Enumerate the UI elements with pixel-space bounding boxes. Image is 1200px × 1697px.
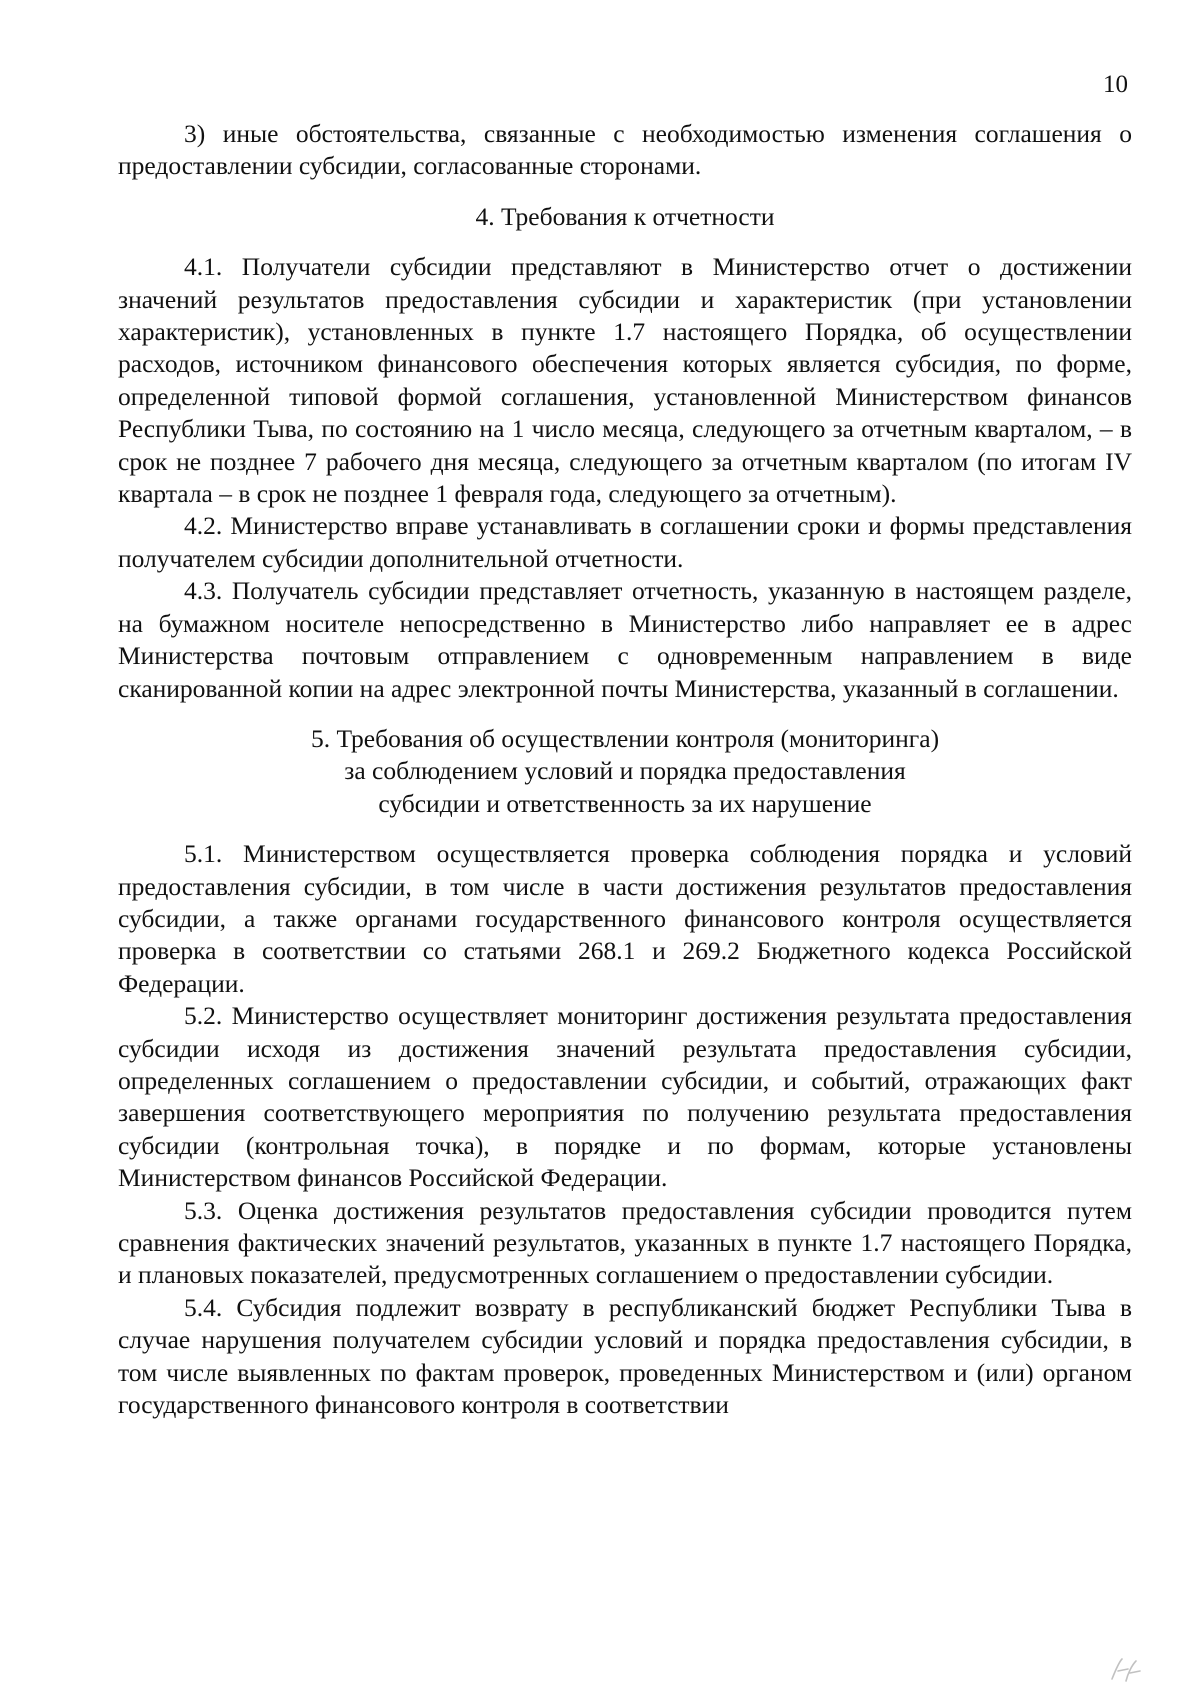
document-body <box>118 118 1132 1421</box>
paragraph-5-1: 5.1. Министерством осуществляется проверка соблюдения порядка и условий предоставления субсидии, в том числе в части достижения результатов предоставления субсидии, а также органами государственного финансового контроля осуществляется проверка в соответствии со статьями 268.1 и 269.2 Бюджетного кодекса Российской Федерации. <box>118 839 1132 998</box>
section-5-heading-line-1: 5. Требования об осуществлении контроля (мониторинга) <box>310 723 940 753</box>
section-4-heading: 4. Требования к отчетности <box>475 201 775 231</box>
paragraph-4-1: 4.1. Получатели субсидии представляют в Министерство отчет о достижении значений результатов предоставления субсидии и характеристик (при установлении характеристик), установленных в пункте 1.7 настоящего Порядка, об осуществлении расходов, источником финансового обеспечения которых является субсидия, по форме, определенной типовой формой соглашения, установленной Министерством финансов Республики Тыва, по состоянию на 1 число месяца, следующего за отчетным кварталом, – в срок не позднее 7 рабочего дня месяца, следующего за отчетным кварталом (по итогам IV квартала – в срок не позднее 1 февраля года, следующего за отчетным). <box>118 252 1132 509</box>
page-number: 10 <box>1103 71 1128 98</box>
section-5-heading-line-2: за соблюдением условий и порядка предоставления <box>344 756 906 786</box>
paragraph-5-4: 5.4. Субсидия подлежит возврату в республиканский бюджет Республики Тыва в случае нарушения получателем субсидии условий и порядка предоставления субсидии, в том числе выявленных по фактам проверок, проведенных Министерством и (или) органом государственного финансового контроля в соответствии <box>118 1292 1132 1420</box>
paragraph-3-other-circumstances: 3) иные обстоятельства, связанные с необходимостью изменения соглашения о предоставлении субсидии, согласованные сторонами. <box>118 119 1132 181</box>
section-5-heading-line-3: субсидии и ответственность за их нарушение <box>378 788 872 818</box>
section-5-heading <box>118 723 1132 820</box>
paragraph-4-2: 4.2. Министерство вправе устанавливать в соглашении сроки и формы представления получателем субсидии дополнительной отчетности. <box>118 511 1132 573</box>
paragraph-4-3: 4.3. Получатель субсидии представляет отчетность, указанную в настоящем разделе, на бумажном носителе непосредственно в Министерство либо направляет ее в адрес Министерства почтовым отправлением с одновременным направлением в виде сканированной копии на адрес электронной почты Министерства, указанный в соглашении. <box>118 576 1132 703</box>
paragraph-5-3: 5.3. Оценка достижения результатов предоставления субсидии проводится путем сравнения фактических значений результатов, указанных в пункте 1.7 настоящего Порядка, и плановых показателей, предусмотренных соглашением о предоставлении субсидии. <box>118 1195 1132 1290</box>
handwritten-mark-icon <box>1108 1655 1142 1685</box>
paragraph-5-2: 5.2. Министерство осуществляет мониторинг достижения результата предоставления субсидии исходя из достижения значений результата предоставления субсидии, определенных соглашением о предоставлении субсидии, и событий, отражающих факт завершения соответствующего мероприятия по получению результата предоставления субсидии (контрольная точка), в порядке и по формам, которые установлены Министерством финансов Российской Федерации. <box>118 1001 1132 1193</box>
